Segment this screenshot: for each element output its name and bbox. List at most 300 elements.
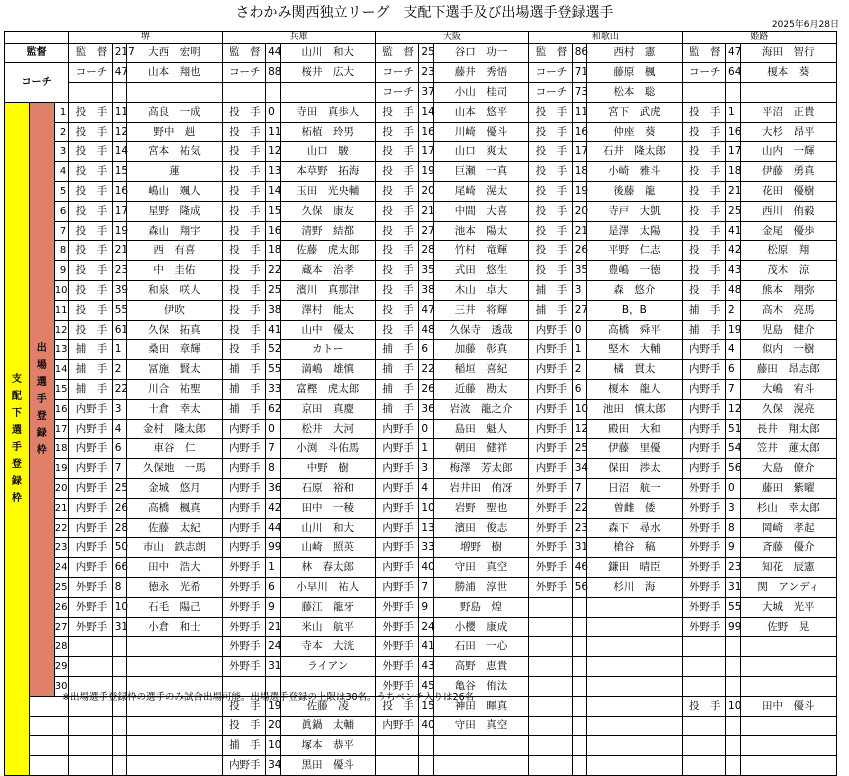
number-cell: 56: [726, 459, 741, 479]
number-cell: 9: [266, 597, 281, 617]
name-cell: 池田 慎太郎: [587, 399, 682, 419]
name-cell: 宮本 祐気: [127, 142, 222, 162]
number-cell: 16: [726, 122, 741, 142]
number-cell: 1: [419, 439, 434, 459]
roster-row: [5, 380, 837, 400]
number-cell: 47: [419, 300, 434, 320]
position-cell: 投 手: [222, 281, 266, 301]
number-cell: 51: [726, 419, 741, 439]
position-cell: 監 督: [682, 43, 726, 63]
extra-roster-row: [5, 736, 837, 756]
number-cell: [572, 637, 587, 657]
row-index: 24: [54, 558, 69, 578]
number-cell: 21: [572, 221, 587, 241]
name-cell: 濱田 俊志: [433, 518, 528, 538]
name-cell: [740, 637, 836, 657]
position-cell: 外野手: [682, 578, 726, 598]
name-cell: 橘 貫太: [587, 360, 682, 380]
number-cell: [419, 756, 434, 776]
number-cell: 25: [726, 201, 741, 221]
name-cell: 朝田 健祥: [433, 439, 528, 459]
number-cell: 61: [112, 320, 127, 340]
number-cell: 19: [726, 320, 741, 340]
position-cell: 投 手: [375, 221, 419, 241]
position-cell: 内野手: [375, 459, 419, 479]
name-cell: 花田 優樹: [740, 182, 836, 202]
name-cell: 中間 大喜: [433, 201, 528, 221]
row-index: 28: [54, 637, 69, 657]
name-cell: 金城 悠月: [127, 479, 222, 499]
name-cell: 西川 侑毅: [740, 201, 836, 221]
name-cell: [587, 756, 682, 776]
number-cell: [572, 756, 587, 776]
roster-frame-label: [5, 102, 30, 775]
position-cell: [69, 83, 113, 103]
position-cell: 投 手: [375, 241, 419, 261]
name-cell: 澤村 能太: [280, 300, 375, 320]
position-cell: 投 手: [69, 142, 113, 162]
position-cell: 内野手: [69, 479, 113, 499]
name-cell: 山内 一輝: [740, 142, 836, 162]
name-cell: 稲垣 喜紀: [433, 360, 528, 380]
number-cell: 11: [112, 102, 127, 122]
name-cell: 本草野 拓海: [280, 162, 375, 182]
row-index: 18: [54, 439, 69, 459]
position-cell: 投 手: [222, 182, 266, 202]
number-cell: 21: [726, 182, 741, 202]
name-cell: 野島 煌: [433, 597, 528, 617]
row-index: 14: [54, 360, 69, 380]
name-cell: 大島 僚介: [740, 459, 836, 479]
position-cell: [682, 716, 726, 736]
position-cell: 投 手: [375, 696, 419, 716]
position-cell: 外野手: [222, 578, 266, 598]
roster-row: [5, 320, 837, 340]
position-cell: 内野手: [529, 360, 573, 380]
position-cell: コーチ: [682, 63, 726, 83]
position-cell: 外野手: [682, 617, 726, 637]
name-cell: 眞鍋 太輔: [280, 716, 375, 736]
position-cell: 内野手: [222, 518, 266, 538]
name-cell: [127, 756, 222, 776]
number-cell: 40: [419, 558, 434, 578]
name-cell: 式田 悠生: [433, 261, 528, 281]
number-cell: 11: [572, 102, 587, 122]
position-cell: 内野手: [69, 518, 113, 538]
position-cell: 監 督: [69, 43, 113, 63]
position-cell: 投 手: [682, 182, 726, 202]
name-cell: 後藤 龍: [587, 182, 682, 202]
name-cell: 石井 隆太郎: [587, 142, 682, 162]
position-cell: 投 手: [69, 281, 113, 301]
name-cell: [587, 617, 682, 637]
name-cell: 林 春太郎: [280, 558, 375, 578]
name-cell: 徳永 光希: [127, 578, 222, 598]
name-cell: [740, 756, 836, 776]
position-cell: 投 手: [375, 201, 419, 221]
manager-label: 監督: [5, 43, 69, 63]
number-cell: 73: [572, 83, 587, 103]
number-cell: 3: [112, 399, 127, 419]
name-cell: 山口 爽太: [433, 142, 528, 162]
roster-row: [5, 201, 837, 221]
number-cell: 41: [726, 221, 741, 241]
row-index: 17: [54, 419, 69, 439]
position-cell: 投 手: [375, 102, 419, 122]
position-cell: 内野手: [375, 578, 419, 598]
position-cell: 捕 手: [375, 360, 419, 380]
number-cell: 39: [112, 281, 127, 301]
number-cell: 55: [266, 360, 281, 380]
number-cell: 7: [419, 578, 434, 598]
name-cell: 田中 優斗: [740, 696, 836, 716]
active-frame-label: [29, 102, 54, 696]
position-cell: 外野手: [222, 657, 266, 677]
position-cell: 内野手: [222, 419, 266, 439]
position-cell: 内野手: [222, 756, 266, 776]
number-cell: 17: [112, 201, 127, 221]
position-cell: 監 督: [375, 43, 419, 63]
position-cell: 外野手: [69, 617, 113, 637]
number-cell: 3: [572, 281, 587, 301]
position-cell: [375, 736, 419, 756]
number-cell: 8: [266, 459, 281, 479]
name-cell: 久保寺 透哉: [433, 320, 528, 340]
name-cell: B，B: [587, 300, 682, 320]
name-cell: 久保 滉亮: [740, 399, 836, 419]
number-cell: 1: [572, 340, 587, 360]
number-cell: 19: [419, 162, 434, 182]
number-cell: 23: [726, 558, 741, 578]
position-cell: 投 手: [529, 162, 573, 182]
number-cell: 99: [726, 617, 741, 637]
number-cell: 25: [266, 281, 281, 301]
name-cell: [740, 657, 836, 677]
number-cell: 88: [266, 63, 281, 83]
position-cell: 投 手: [222, 221, 266, 241]
name-cell: 斉藤 優介: [740, 538, 836, 558]
number-cell: 25: [572, 439, 587, 459]
name-cell: 知花 辰憲: [740, 558, 836, 578]
position-cell: 外野手: [682, 558, 726, 578]
position-cell: [69, 736, 113, 756]
name-cell: 守田 真空: [433, 558, 528, 578]
number-cell: 43: [419, 657, 434, 677]
roster-row: [5, 162, 837, 182]
row-index: 13: [54, 340, 69, 360]
name-cell: カトー: [280, 340, 375, 360]
position-cell: 内野手: [529, 419, 573, 439]
name-cell: 池本 陽太: [433, 221, 528, 241]
roster-row: [5, 399, 837, 419]
position-cell: [69, 716, 113, 736]
number-cell: 15: [419, 696, 434, 716]
position-cell: 投 手: [69, 221, 113, 241]
row-index: 26: [54, 597, 69, 617]
name-cell: 富樫 虎太郎: [280, 380, 375, 400]
number-cell: [112, 716, 127, 736]
position-cell: [529, 657, 573, 677]
extra-roster-row: [5, 716, 837, 736]
position-cell: 内野手: [69, 459, 113, 479]
number-cell: 12: [726, 399, 741, 419]
row-index: 19: [54, 459, 69, 479]
number-cell: [726, 83, 741, 103]
number-cell: 27: [419, 221, 434, 241]
number-cell: 62: [266, 399, 281, 419]
name-cell: 伊吹: [127, 300, 222, 320]
name-cell: 杉山 幸太郎: [740, 498, 836, 518]
number-cell: 41: [419, 637, 434, 657]
position-cell: 内野手: [69, 399, 113, 419]
position-cell: 捕 手: [682, 300, 726, 320]
name-cell: 笠井 蓮太郎: [740, 439, 836, 459]
number-cell: 24: [266, 637, 281, 657]
name-cell: 金尾 優歩: [740, 221, 836, 241]
number-cell: 9: [419, 597, 434, 617]
position-cell: 投 手: [682, 281, 726, 301]
name-cell: 谷口 功一: [433, 43, 528, 63]
name-cell: 岩波 龍之介: [433, 399, 528, 419]
position-cell: 投 手: [222, 142, 266, 162]
number-cell: [572, 617, 587, 637]
name-cell: 満嶋 雄慎: [280, 360, 375, 380]
extra-roster-row: [5, 756, 837, 776]
position-cell: 外野手: [222, 558, 266, 578]
number-cell: 47: [112, 63, 127, 83]
name-cell: [127, 736, 222, 756]
position-cell: 内野手: [682, 380, 726, 400]
roster-frame-text: 支配下選手登録枠: [11, 373, 22, 504]
name-cell: 梅澤 芳太郎: [433, 459, 528, 479]
roster-row: [5, 102, 837, 122]
name-cell: 寺戸 大凱: [587, 201, 682, 221]
team-name: 堺: [69, 32, 222, 44]
number-cell: 10: [419, 498, 434, 518]
position-cell: 投 手: [69, 261, 113, 281]
name-cell: 山川 和大: [280, 518, 375, 538]
number-cell: 22: [266, 261, 281, 281]
name-cell: 守田 真空: [433, 716, 528, 736]
number-cell: 19: [266, 696, 281, 716]
number-cell: 10: [266, 736, 281, 756]
position-cell: 内野手: [682, 399, 726, 419]
name-cell: 榎本 葵: [740, 63, 836, 83]
position-cell: コーチ: [375, 63, 419, 83]
number-cell: 21: [419, 201, 434, 221]
name-cell: 蔵本 治孝: [280, 261, 375, 281]
position-cell: 投 手: [222, 716, 266, 736]
row-index: 29: [54, 657, 69, 677]
position-cell: 外野手: [682, 518, 726, 538]
position-cell: 内野手: [222, 459, 266, 479]
number-cell: [572, 677, 587, 697]
name-cell: 寺本 大洸: [280, 637, 375, 657]
number-cell: 23: [572, 518, 587, 538]
name-cell: 藤原 楓: [587, 63, 682, 83]
roster-row: [5, 122, 837, 142]
number-cell: 44: [266, 43, 281, 63]
roster-row: [5, 419, 837, 439]
name-cell: 増野 樹: [433, 538, 528, 558]
position-cell: 捕 手: [222, 736, 266, 756]
name-cell: ライアン: [280, 657, 375, 677]
number-cell: 17: [726, 142, 741, 162]
row-index: 1: [54, 102, 69, 122]
number-cell: [572, 696, 587, 716]
number-cell: 45: [419, 677, 434, 697]
position-cell: 監 督: [529, 43, 573, 63]
number-cell: 16: [419, 122, 434, 142]
position-cell: [529, 597, 573, 617]
number-cell: 18: [726, 162, 741, 182]
position-cell: 投 手: [682, 221, 726, 241]
position-cell: 内野手: [529, 459, 573, 479]
number-cell: 17: [419, 142, 434, 162]
position-cell: 内野手: [529, 320, 573, 340]
number-cell: 0: [419, 419, 434, 439]
number-cell: 33: [419, 538, 434, 558]
name-cell: 川崎 優斗: [433, 122, 528, 142]
name-cell: [587, 677, 682, 697]
name-cell: 桑田 章輝: [127, 340, 222, 360]
position-cell: 捕 手: [375, 380, 419, 400]
team-name: 姫路: [682, 32, 836, 44]
position-cell: 投 手: [529, 142, 573, 162]
number-cell: 4: [419, 479, 434, 499]
position-cell: 投 手: [529, 122, 573, 142]
name-cell: 十倉 幸太: [127, 399, 222, 419]
number-cell: 64: [726, 63, 741, 83]
number-cell: 15: [112, 162, 127, 182]
position-cell: 投 手: [222, 320, 266, 340]
number-cell: 10: [726, 696, 741, 716]
number-cell: 31: [572, 538, 587, 558]
number-cell: 66: [112, 558, 127, 578]
row-index: 6: [54, 201, 69, 221]
name-cell: 松本 聡: [587, 83, 682, 103]
position-cell: 捕 手: [222, 399, 266, 419]
name-cell: 冨施 賢太: [127, 360, 222, 380]
number-cell: 14: [112, 142, 127, 162]
position-cell: 投 手: [682, 241, 726, 261]
position-cell: 外野手: [529, 498, 573, 518]
number-cell: 12: [112, 122, 127, 142]
name-cell: 海田 智行: [740, 43, 836, 63]
name-cell: [587, 637, 682, 657]
position-cell: [682, 736, 726, 756]
row-index: 21: [54, 498, 69, 518]
extra-row-blank: [29, 716, 68, 736]
position-cell: 投 手: [375, 281, 419, 301]
number-cell: 52: [266, 340, 281, 360]
name-cell: 黒田 優斗: [280, 756, 375, 776]
number-cell: 22: [112, 380, 127, 400]
row-index: 9: [54, 261, 69, 281]
position-cell: 投 手: [529, 182, 573, 202]
name-cell: 石毛 陽己: [127, 597, 222, 617]
name-cell: 尾崎 滉太: [433, 182, 528, 202]
position-cell: 投 手: [375, 261, 419, 281]
position-cell: 内野手: [222, 538, 266, 558]
number-cell: 25: [112, 479, 127, 499]
position-cell: 内野手: [682, 459, 726, 479]
number-cell: 7: [112, 459, 127, 479]
name-cell: 島田 魁人: [433, 419, 528, 439]
position-cell: 投 手: [69, 162, 113, 182]
position-cell: 外野手: [222, 617, 266, 637]
name-cell: 米山 航平: [280, 617, 375, 637]
number-cell: 34: [572, 459, 587, 479]
number-cell: 20: [419, 182, 434, 202]
number-cell: 55: [112, 300, 127, 320]
name-cell: [587, 716, 682, 736]
position-cell: 内野手: [529, 340, 573, 360]
footnote: ※出場選手登録枠の選手のみ試合出場可能。出場選手登録の上限は30名。うちベンチ入りは26名: [62, 692, 475, 703]
position-cell: 捕 手: [375, 399, 419, 419]
name-cell: 高良 一成: [127, 102, 222, 122]
name-cell: 岡崎 孝起: [740, 518, 836, 538]
name-cell: 石田 一心: [433, 637, 528, 657]
position-cell: コーチ: [69, 63, 113, 83]
number-cell: 18: [266, 241, 281, 261]
number-cell: 26: [419, 380, 434, 400]
position-cell: 内野手: [69, 419, 113, 439]
number-cell: 19: [572, 182, 587, 202]
row-index: 3: [54, 142, 69, 162]
position-cell: 内野手: [682, 360, 726, 380]
position-cell: 内野手: [222, 479, 266, 499]
name-cell: 神田 暉真: [433, 696, 528, 716]
number-cell: [726, 716, 741, 736]
name-cell: [740, 83, 836, 103]
number-cell: [112, 756, 127, 776]
position-cell: 内野手: [375, 518, 419, 538]
name-cell: 石原 裕和: [280, 479, 375, 499]
position-cell: 投 手: [375, 122, 419, 142]
position-cell: 捕 手: [375, 340, 419, 360]
position-cell: 外野手: [682, 597, 726, 617]
position-cell: 捕 手: [222, 380, 266, 400]
name-cell: 山本 翔也: [127, 63, 222, 83]
team-name: 大阪: [375, 32, 528, 44]
row-index: 11: [54, 300, 69, 320]
position-cell: [529, 617, 573, 637]
position-cell: 外野手: [682, 538, 726, 558]
roster-row: [5, 657, 837, 677]
name-cell: 大嶋 宥斗: [740, 380, 836, 400]
name-cell: 佐野 晃: [740, 617, 836, 637]
position-cell: 外野手: [222, 637, 266, 657]
roster-row: [5, 241, 837, 261]
name-cell: 西 有喜: [127, 241, 222, 261]
number-cell: 17: [572, 142, 587, 162]
number-cell: 54: [726, 439, 741, 459]
roster-row: [5, 340, 837, 360]
number-cell: 31: [266, 657, 281, 677]
name-cell: 小山 桂司: [433, 83, 528, 103]
number-cell: 9: [726, 538, 741, 558]
number-cell: [112, 736, 127, 756]
name-cell: [280, 83, 375, 103]
name-cell: 平野 仁志: [587, 241, 682, 261]
number-cell: 0: [572, 320, 587, 340]
position-cell: 投 手: [529, 102, 573, 122]
name-cell: 榎本 龍人: [587, 380, 682, 400]
name-cell: 宮下 武虎: [587, 102, 682, 122]
position-cell: 内野手: [682, 439, 726, 459]
roster-table: [4, 31, 837, 776]
